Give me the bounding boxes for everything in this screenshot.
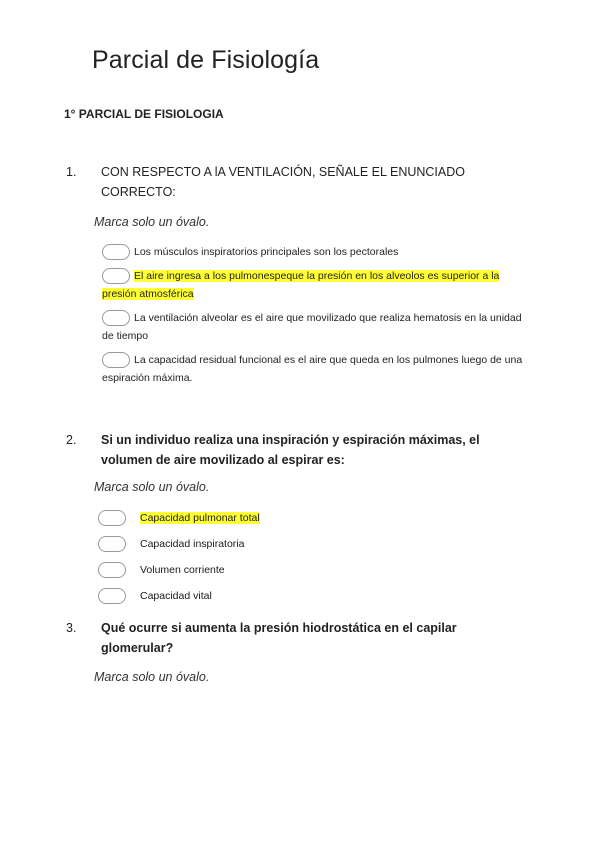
option-2-2 [98, 534, 526, 554]
option-label: La capacidad residual funcional es el aire que queda en los pulmones luego de una espiración máxima. [102, 354, 523, 384]
question-text: Si un individuo realiza una inspiración y espiración máximas, el volumen de aire movilizado al espirar es: [101, 433, 480, 467]
radio-oval[interactable] [102, 310, 130, 326]
question-text: Qué ocurre si aumenta la presión hiodrostática en el capilar glomerular? [101, 621, 457, 655]
option-1-3 [102, 309, 526, 345]
option-label: Capacidad inspiratoria [140, 538, 245, 550]
radio-oval[interactable] [102, 352, 130, 368]
option-2-3 [98, 560, 526, 580]
question-2 [66, 430, 526, 606]
question-text: CON RESPECTO A lA VENTILACIÓN, SEÑALE EL ENUNCIADO CORRECTO: [101, 165, 465, 199]
option-label: Capacidad vital [140, 590, 212, 602]
option-2-1 [98, 508, 526, 528]
question-number: 3. [66, 621, 77, 635]
question-number: 1. [66, 165, 77, 179]
option-1-1 [102, 243, 526, 261]
radio-oval[interactable] [98, 588, 126, 604]
radio-oval[interactable] [102, 244, 130, 260]
option-1-2 [102, 267, 526, 303]
question-instruction: Marca solo un óvalo. [94, 670, 210, 684]
document-subtitle: 1° PARCIAL DE FISIOLOGIA [64, 107, 224, 121]
question-1 [66, 162, 526, 393]
option-label: Los músculos inspiratorios principales son los pectorales [134, 246, 399, 258]
option-2-4 [98, 586, 526, 606]
option-1-4 [102, 351, 526, 387]
question-instruction: Marca solo un óvalo. [94, 480, 210, 494]
option-label: El aire ingresa a los pulmonespeque la presión en los alveolos es superior a la presión atmosférica [102, 270, 500, 300]
document-title: Parcial de Fisiología [92, 46, 320, 74]
radio-oval[interactable] [102, 268, 130, 284]
radio-oval[interactable] [98, 562, 126, 578]
option-label: Volumen corriente [140, 564, 225, 576]
question-number: 2. [66, 433, 77, 447]
radio-oval[interactable] [98, 510, 126, 526]
question-3 [66, 618, 526, 698]
option-label: La ventilación alveolar es el aire que movilizado que realiza hematosis en la unidad de tiempo [102, 312, 522, 342]
option-label: Capacidad pulmonar total [140, 512, 260, 524]
radio-oval[interactable] [98, 536, 126, 552]
question-instruction: Marca solo un óvalo. [94, 215, 210, 229]
